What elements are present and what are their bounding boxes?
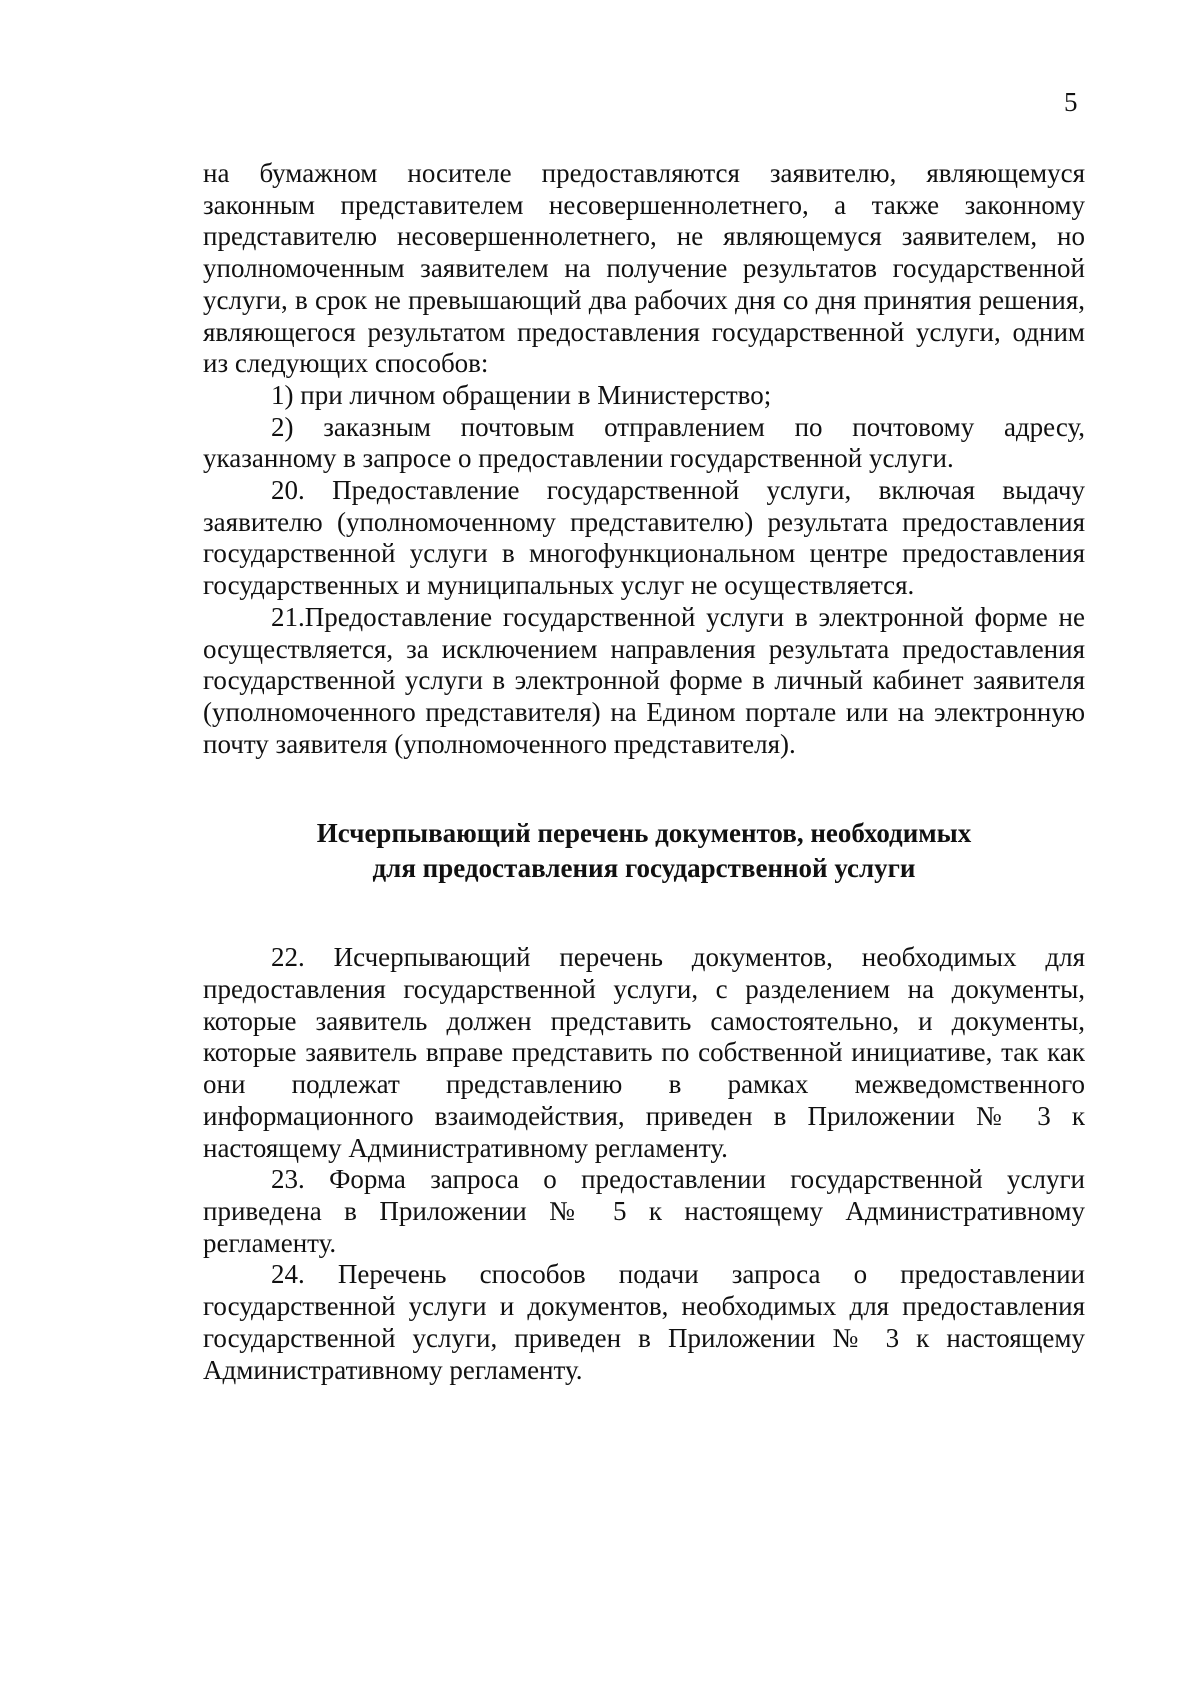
paragraph-item-1: 1) при личном обращении в Министерство; bbox=[271, 379, 772, 410]
paragraph-23: 23. Форма запроса о предоставлении государственной услуги приведена в Приложении № 5 к настоящему Административному регламенту. bbox=[203, 1164, 1085, 1258]
paragraph-20: 20. Предоставление государственной услуги, включая выдачу заявителю (уполномоченному представителю) результата предоставления государственной услуги в многофункциональном центре предоставления государственных и муниципальных услуг не осуществляется. bbox=[203, 475, 1085, 601]
paragraph-continuation: на бумажном носителе предоставляются заявителю, являющемуся законным представителем несовершеннолетнего, а также законному представителю несовершеннолетнего, не являющемуся заявителем, но уполномоченным заявителем на получение результатов государственной услуги, в срок не превышающий два рабочих дня со дня принятия решения, являющегося результатом предоставления государственной услуги, одним из следующих способов: bbox=[203, 158, 1085, 379]
section-heading bbox=[203, 816, 1085, 886]
document-body bbox=[203, 158, 1085, 1386]
paragraph-item-2: 2) заказным почтовым отправлением по почтовому адресу, указанному в запросе о предоставлении государственной услуги. bbox=[203, 411, 1085, 474]
paragraph-22: 22. Исчерпывающий перечень документов, необходимых для предоставления государственной услуги, с разделением на документы, которые заявитель должен представить самостоятельно, и документы, которые заявитель вправе представить по собственной инициативе, так как они подлежат представлению в рамках межведомственного информационного взаимодействия, приведен в Приложении № 3 к настоящему Административному регламенту. bbox=[203, 942, 1085, 1163]
paragraph-24: 24. Перечень способов подачи запроса о предоставлении государственной услуги и документов, необходимых для предоставления государственной услуги, приведен в Приложении № 3 к настоящему Административному регламенту. bbox=[203, 1259, 1085, 1385]
section-heading-line-2: для предоставления государственной услуги bbox=[372, 853, 916, 884]
section-heading-line-1: Исчерпывающий перечень документов, необходимых bbox=[316, 818, 972, 849]
page-number: 5 bbox=[1064, 87, 1078, 117]
paragraph-21: 21.Предоставление государственной услуги в электронной форме не осуществляется, за исключением направления результата предоставления государственной услуги в электронной форме в личный кабинет заявителя (уполномоченного представителя) на Едином портале или на электронную почту заявителя (уполномоченного представителя). bbox=[203, 601, 1085, 759]
